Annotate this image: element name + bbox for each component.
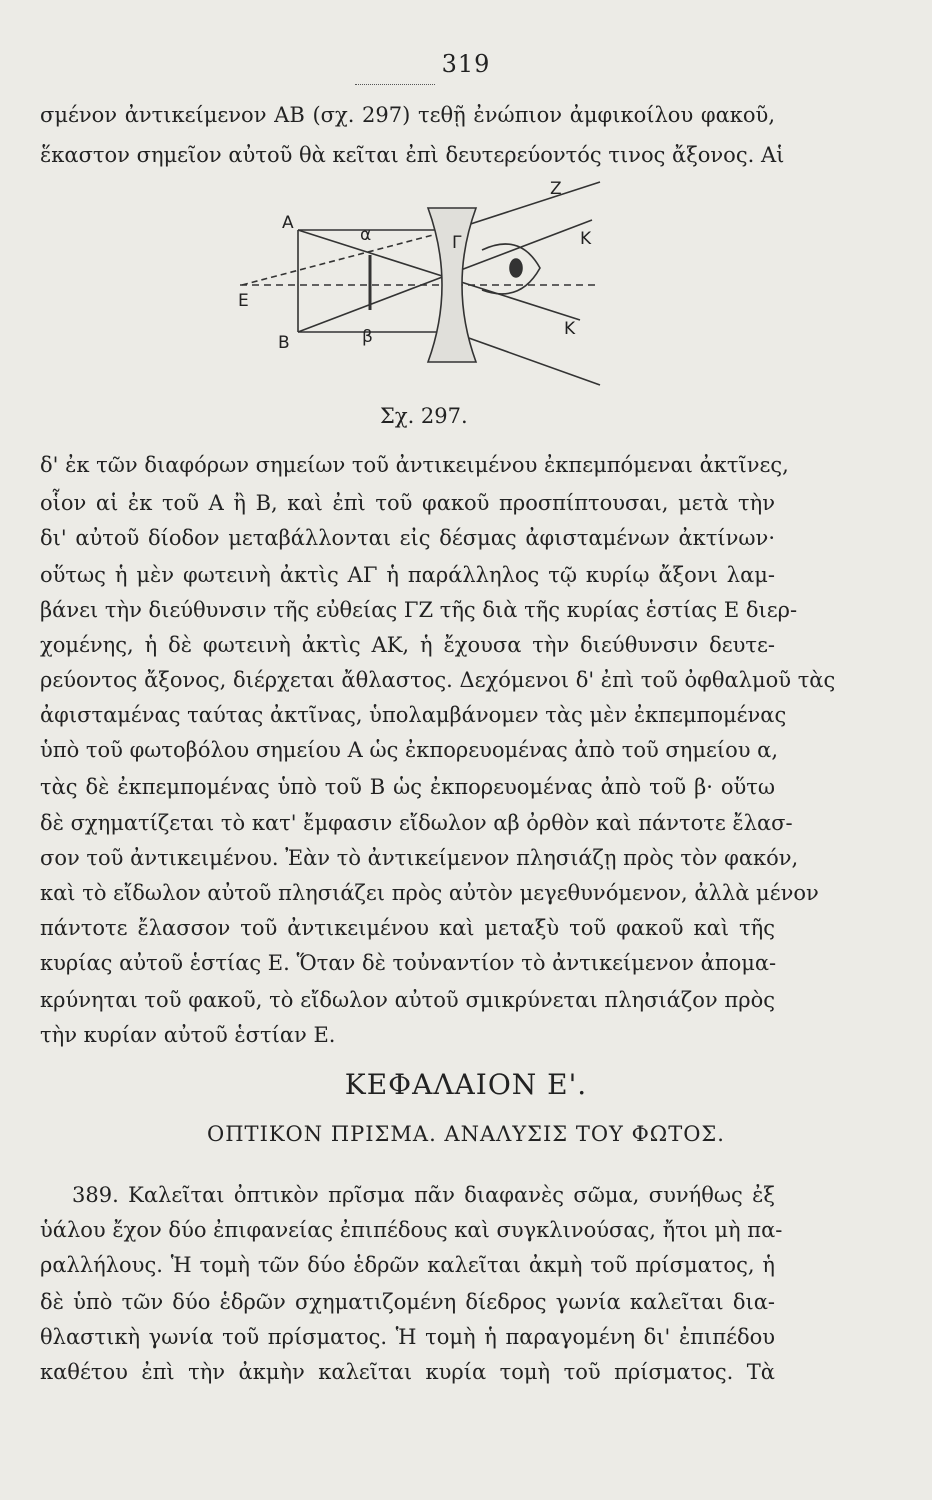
- text-line: ὑάλου ἔχον δύο ἐπιφανείας ἐπιπέδους καὶ συγκλινούσας, ἤτοι μὴ πα-: [40, 1218, 783, 1242]
- text-line: θλαστικὴ γωνία τοῦ πρίσματος. Ἡ τομὴ ἡ παραγομένη δι' ἐπιπέδου: [40, 1325, 775, 1349]
- text-line: οὕτως ἡ μὲν φωτεινὴ ἀκτὶς ΑΓ ἡ παράλληλος τῷ κυρίῳ ἄξονι λαμ-: [40, 563, 775, 587]
- label-Z: Ζ: [550, 180, 562, 199]
- text-line: δ' ἐκ τῶν διαφόρων σημείων τοῦ ἀντικειμένου ἐκπεμπόμεναι ἀκτῖνες,: [40, 453, 789, 477]
- text-line: κυρίας αὐτοῦ ἑστίας Ε. Ὅταν δὲ τοὐναντίον τὸ ἀντικείμενον ἀπομα-: [40, 951, 777, 975]
- chapter-subtitle: ΟΠΤΙΚΟΝ ΠΡΙΣΜΑ. ΑΝΑΛΥΣΙΣ ΤΟΥ ΦΩΤΟΣ.: [207, 1122, 725, 1146]
- text-line: δὲ σχηματίζεται τὸ κατ' ἔμφασιν εἴδωλον αβ ὀρθὸν καὶ πάντοτε ἔλασ-: [40, 811, 793, 835]
- text-line: ἀφισταμένας ταύτας ἀκτῖνας, ὑπολαμβάνομεν τὰς μὲν ἐκπεμπομένας: [40, 703, 787, 727]
- page-number: 319: [441, 50, 491, 78]
- text-line: τὰς δὲ ἐκπεμπομένας ὑπὸ τοῦ Β ὡς ἐκπορευομένας ἀπὸ τοῦ β· οὕτω: [40, 775, 775, 799]
- text-line: δι' αὐτοῦ δίοδον μεταβάλλονται εἰς δέσμας ἀφισταμένων ἀκτίνων·: [40, 526, 775, 550]
- text-line: ραλλήλους. Ἡ τομὴ τῶν δύο ἑδρῶν καλεῖται ἀκμὴ τοῦ πρίσματος, ἡ: [40, 1253, 775, 1277]
- text-line: σμένον ἀντικείμενον ΑΒ (σχ. 297) τεθῇ ἐνώπιον ἀμφικοίλου φακοῦ,: [40, 103, 775, 127]
- text-line: πάντοτε ἔλασσον τοῦ ἀντικειμένου καὶ μεταξὺ τοῦ φακοῦ καὶ τῆς: [40, 916, 775, 940]
- figure-caption: Σχ. 297.: [380, 404, 468, 428]
- text-line: χομένης, ἡ δὲ φωτεινὴ ἀκτὶς ΑΚ, ἡ ἔχουσα τὴν διεύθυνσιν δευτε-: [40, 633, 775, 657]
- page-number-rule: [355, 84, 435, 85]
- text-line: βάνει τὴν διεύθυνσιν τῆς εὐθείας ΓΖ τῆς διὰ τῆς κυρίας ἑστίας Ε διερ-: [40, 598, 798, 622]
- ray-g-z: [452, 182, 600, 230]
- text-line: ὑπὸ τοῦ φωτοβόλου σημείου Α ὡς ἐκπορευομένας ἀπὸ τοῦ σημείου α,: [40, 738, 779, 762]
- text-line: δὲ ὑπὸ τῶν δύο ἑδρῶν σχηματιζομένη δίεδρος γωνία καλεῖται δια-: [40, 1290, 775, 1314]
- eye-pupil: [510, 259, 522, 277]
- text-line: τὴν κυρίαν αὐτοῦ ἑστίαν Ε.: [40, 1023, 336, 1047]
- ray-e-g-virtual: [242, 230, 452, 285]
- label-A: Α: [282, 213, 294, 233]
- label-B: Β: [278, 333, 290, 353]
- label-beta: β: [362, 327, 373, 347]
- text-line: οἷον αἱ ἐκ τοῦ Α ἢ Β, καὶ ἐπὶ τοῦ φακοῦ προσπίπτουσαι, μετὰ τὴν: [40, 491, 775, 515]
- text-line: καὶ τὸ εἴδωλον αὐτοῦ πλησιάζει πρὸς αὐτὸν μεγεθυνόμενον, ἀλλὰ μένον: [40, 881, 819, 905]
- lens-diagram-figure: [220, 180, 640, 390]
- chapter-title: ΚΕΦΑΛΑΙΟΝ Ε'.: [344, 1068, 588, 1101]
- text-line: 389. Καλεῖται ὀπτικὸν πρῖσμα πᾶν διαφανὲς σῶμα, συνήθως ἐξ: [72, 1183, 775, 1207]
- text-line: σον τοῦ ἀντικειμένου. Ἐὰν τὸ ἀντικείμενον πλησιάζῃ πρὸς τὸν φακόν,: [40, 846, 799, 870]
- text-line: ρεύοντος ἄξονος, διέρχεται ἄθλαστος. Δεχόμενοι δ' ἐπὶ τοῦ ὀφθαλμοῦ τὰς: [40, 668, 836, 692]
- text-line: κρύνηται τοῦ φακοῦ, τὸ εἴδωλον αὐτοῦ σμικρύνεται πλησιάζον πρὸς: [40, 988, 775, 1012]
- text-line: καθέτου ἐπὶ τὴν ἀκμὴν καλεῖται κυρία τομὴ τοῦ πρίσματος. Τὰ: [40, 1360, 775, 1384]
- label-alpha: α: [360, 225, 372, 245]
- text-line: ἕκαστον σημεῖον αὐτοῦ θὰ κεῖται ἐπὶ δευτερεύοντός τινος ἄξονος. Αἱ: [40, 143, 785, 167]
- label-K-upper: Κ: [580, 229, 592, 249]
- label-E: Ε: [238, 291, 249, 311]
- label-K-lower: Κ: [564, 319, 576, 339]
- label-G: Γ: [452, 233, 462, 253]
